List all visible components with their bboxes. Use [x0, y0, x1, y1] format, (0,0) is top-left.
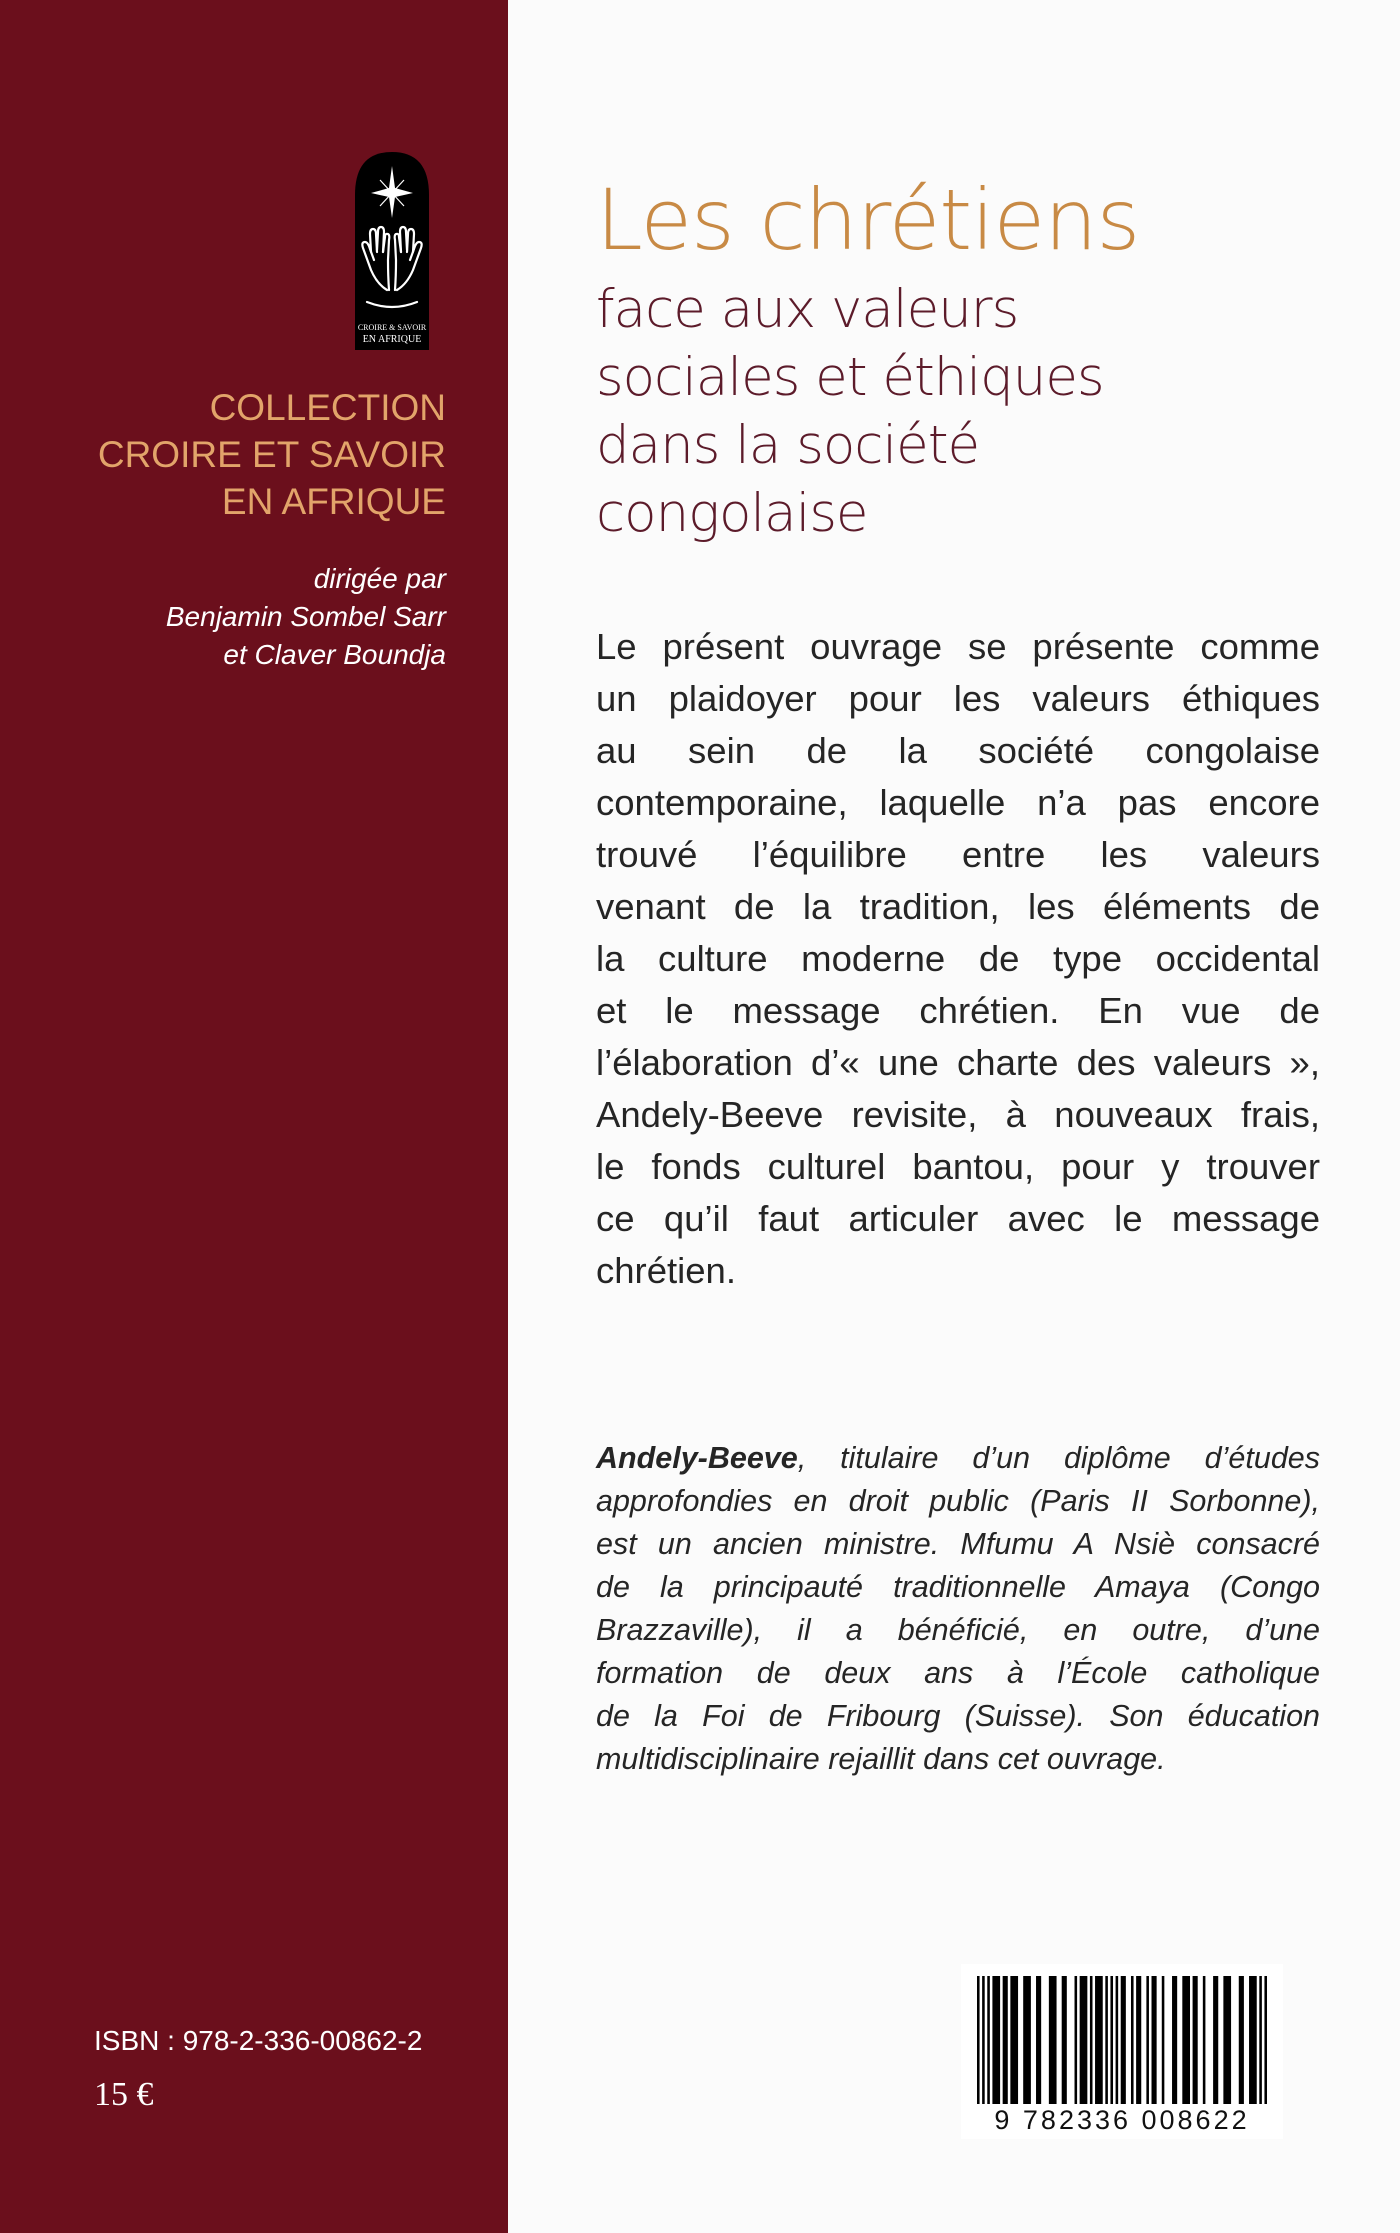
- barcode-bar: [1136, 1976, 1141, 2104]
- subtitle-line: face aux valeurs: [596, 279, 1019, 340]
- bio-first-line: [596, 1437, 1320, 1480]
- collection-title-line: EN AFRIQUE: [221, 481, 446, 522]
- barcode-bar: [1193, 1976, 1198, 2104]
- barcode-number: 9 782336 008622: [994, 2105, 1250, 2135]
- left-panel: [0, 0, 508, 2233]
- collection-title-line: CROIRE ET SAVOIR: [97, 434, 446, 475]
- barcode-bar: [1182, 1976, 1190, 2104]
- barcode-bar: [1249, 1976, 1257, 2104]
- barcode-bar: [987, 1976, 990, 2104]
- directors-line: Benjamin Sombel Sarr: [165, 601, 446, 632]
- barcode-bar: [1105, 1976, 1108, 2104]
- summary-line: l’élaboration d’« une charte des valeurs »,: [596, 1042, 1320, 1083]
- barcode-bar: [977, 1976, 980, 2104]
- barcode-bar: [1023, 1976, 1031, 2104]
- author-bio: [596, 1437, 1320, 1781]
- summary-paragraph: [596, 621, 1320, 1297]
- barcode-bar: [1090, 1976, 1093, 2104]
- barcode-bar: [1116, 1976, 1119, 2104]
- directors-line: et Claver Boundja: [223, 639, 446, 670]
- price: 15 €: [94, 2076, 154, 2113]
- summary-line: venant de la tradition, les éléments de: [596, 886, 1320, 927]
- summary-line: Andely-Beeve revisite, à nouveaux frais,: [596, 1094, 1320, 1135]
- book-subtitle: [596, 276, 1104, 548]
- barcode-bar: [1203, 1976, 1206, 2104]
- barcode-bar: [1036, 1976, 1041, 2104]
- summary-line: chrétien.: [596, 1250, 736, 1291]
- subtitle-line: sociales et éthiques: [596, 347, 1104, 408]
- logo-label-line2: EN AFRIQUE: [362, 334, 422, 345]
- barcode-bar: [1010, 1976, 1018, 2104]
- summary-line: le fonds culturel bantou, pour y trouver: [596, 1146, 1320, 1187]
- barcode-bar: [1239, 1976, 1244, 2104]
- bio-line: approfondies en droit public (Paris II Sorbonne),: [596, 1484, 1320, 1518]
- barcode-bar: [1080, 1976, 1088, 2104]
- barcode-bar: [1049, 1976, 1057, 2104]
- barcode-bar: [1264, 1976, 1267, 2104]
- summary-line: la culture moderne de type occidental: [596, 938, 1320, 979]
- logo-label-line1: CROIRE & SAVOIR: [357, 323, 427, 332]
- barcode-bar: [1121, 1976, 1126, 2104]
- barcode-bar: [1162, 1976, 1165, 2104]
- bio-first-line-text: , titulaire d’un diplôme d’études: [797, 1441, 1320, 1475]
- bio-line: est un ancien ministre. Mfumu A Nsiè consacré: [596, 1527, 1320, 1561]
- summary-line: trouvé l’équilibre entre les valeurs: [596, 834, 1320, 875]
- summary-line: un plaidoyer pour les valeurs éthiques: [596, 678, 1320, 719]
- barcode-bar: [1146, 1976, 1149, 2104]
- subtitle-line: dans la société: [596, 415, 980, 476]
- barcode-bar: [1172, 1976, 1177, 2104]
- summary-line: et le message chrétien. En vue de: [596, 990, 1320, 1031]
- bio-line: de la Foi de Fribourg (Suisse). Son éducation: [596, 1699, 1320, 1733]
- barcode-bar: [982, 1976, 985, 2104]
- barcode-bar: [1003, 1976, 1008, 2104]
- book-title: Les chrétiens: [596, 171, 1140, 269]
- collection-directors: [40, 560, 446, 674]
- bio-line: multidisciplinaire rejaillit dans cet ouvrage.: [596, 1742, 1166, 1776]
- barcode-bar: [1131, 1976, 1134, 2104]
- summary-line: Le présent ouvrage se présente comme: [596, 626, 1320, 667]
- bio-line: Brazzaville), il a bénéficié, en outre, d’une: [596, 1613, 1320, 1647]
- collection-title-line: COLLECTION: [209, 387, 446, 428]
- summary-line: ce qu’il faut articuler avec le message: [596, 1198, 1320, 1239]
- author-name: Andely-Beeve: [596, 1441, 798, 1475]
- barcode-bar: [1213, 1976, 1218, 2104]
- subtitle-line: congolaise: [596, 483, 868, 544]
- collection-logo: [349, 152, 435, 350]
- barcode-bar: [1095, 1976, 1103, 2104]
- barcode-bar: [1223, 1976, 1231, 2104]
- summary-line: contemporaine, laquelle n’a pas encore: [596, 782, 1320, 823]
- barcode-bar: [1259, 1976, 1262, 2104]
- bio-line: formation de deux ans à l’École catholique: [596, 1656, 1320, 1690]
- barcode-bar: [1062, 1976, 1067, 2104]
- collection-title: [40, 384, 446, 525]
- isbn: ISBN : 978-2-336-00862-2: [94, 2025, 423, 2056]
- barcode-bar: [1110, 1976, 1113, 2104]
- directors-line: dirigée par: [313, 563, 446, 594]
- barcode-bar: [992, 1976, 1000, 2104]
- summary-line: au sein de la société congolaise: [596, 730, 1320, 771]
- bio-line: de la principauté traditionnelle Amaya (Congo: [596, 1570, 1320, 1604]
- barcode-bar: [1152, 1976, 1157, 2104]
- barcode-bar: [1075, 1976, 1078, 2104]
